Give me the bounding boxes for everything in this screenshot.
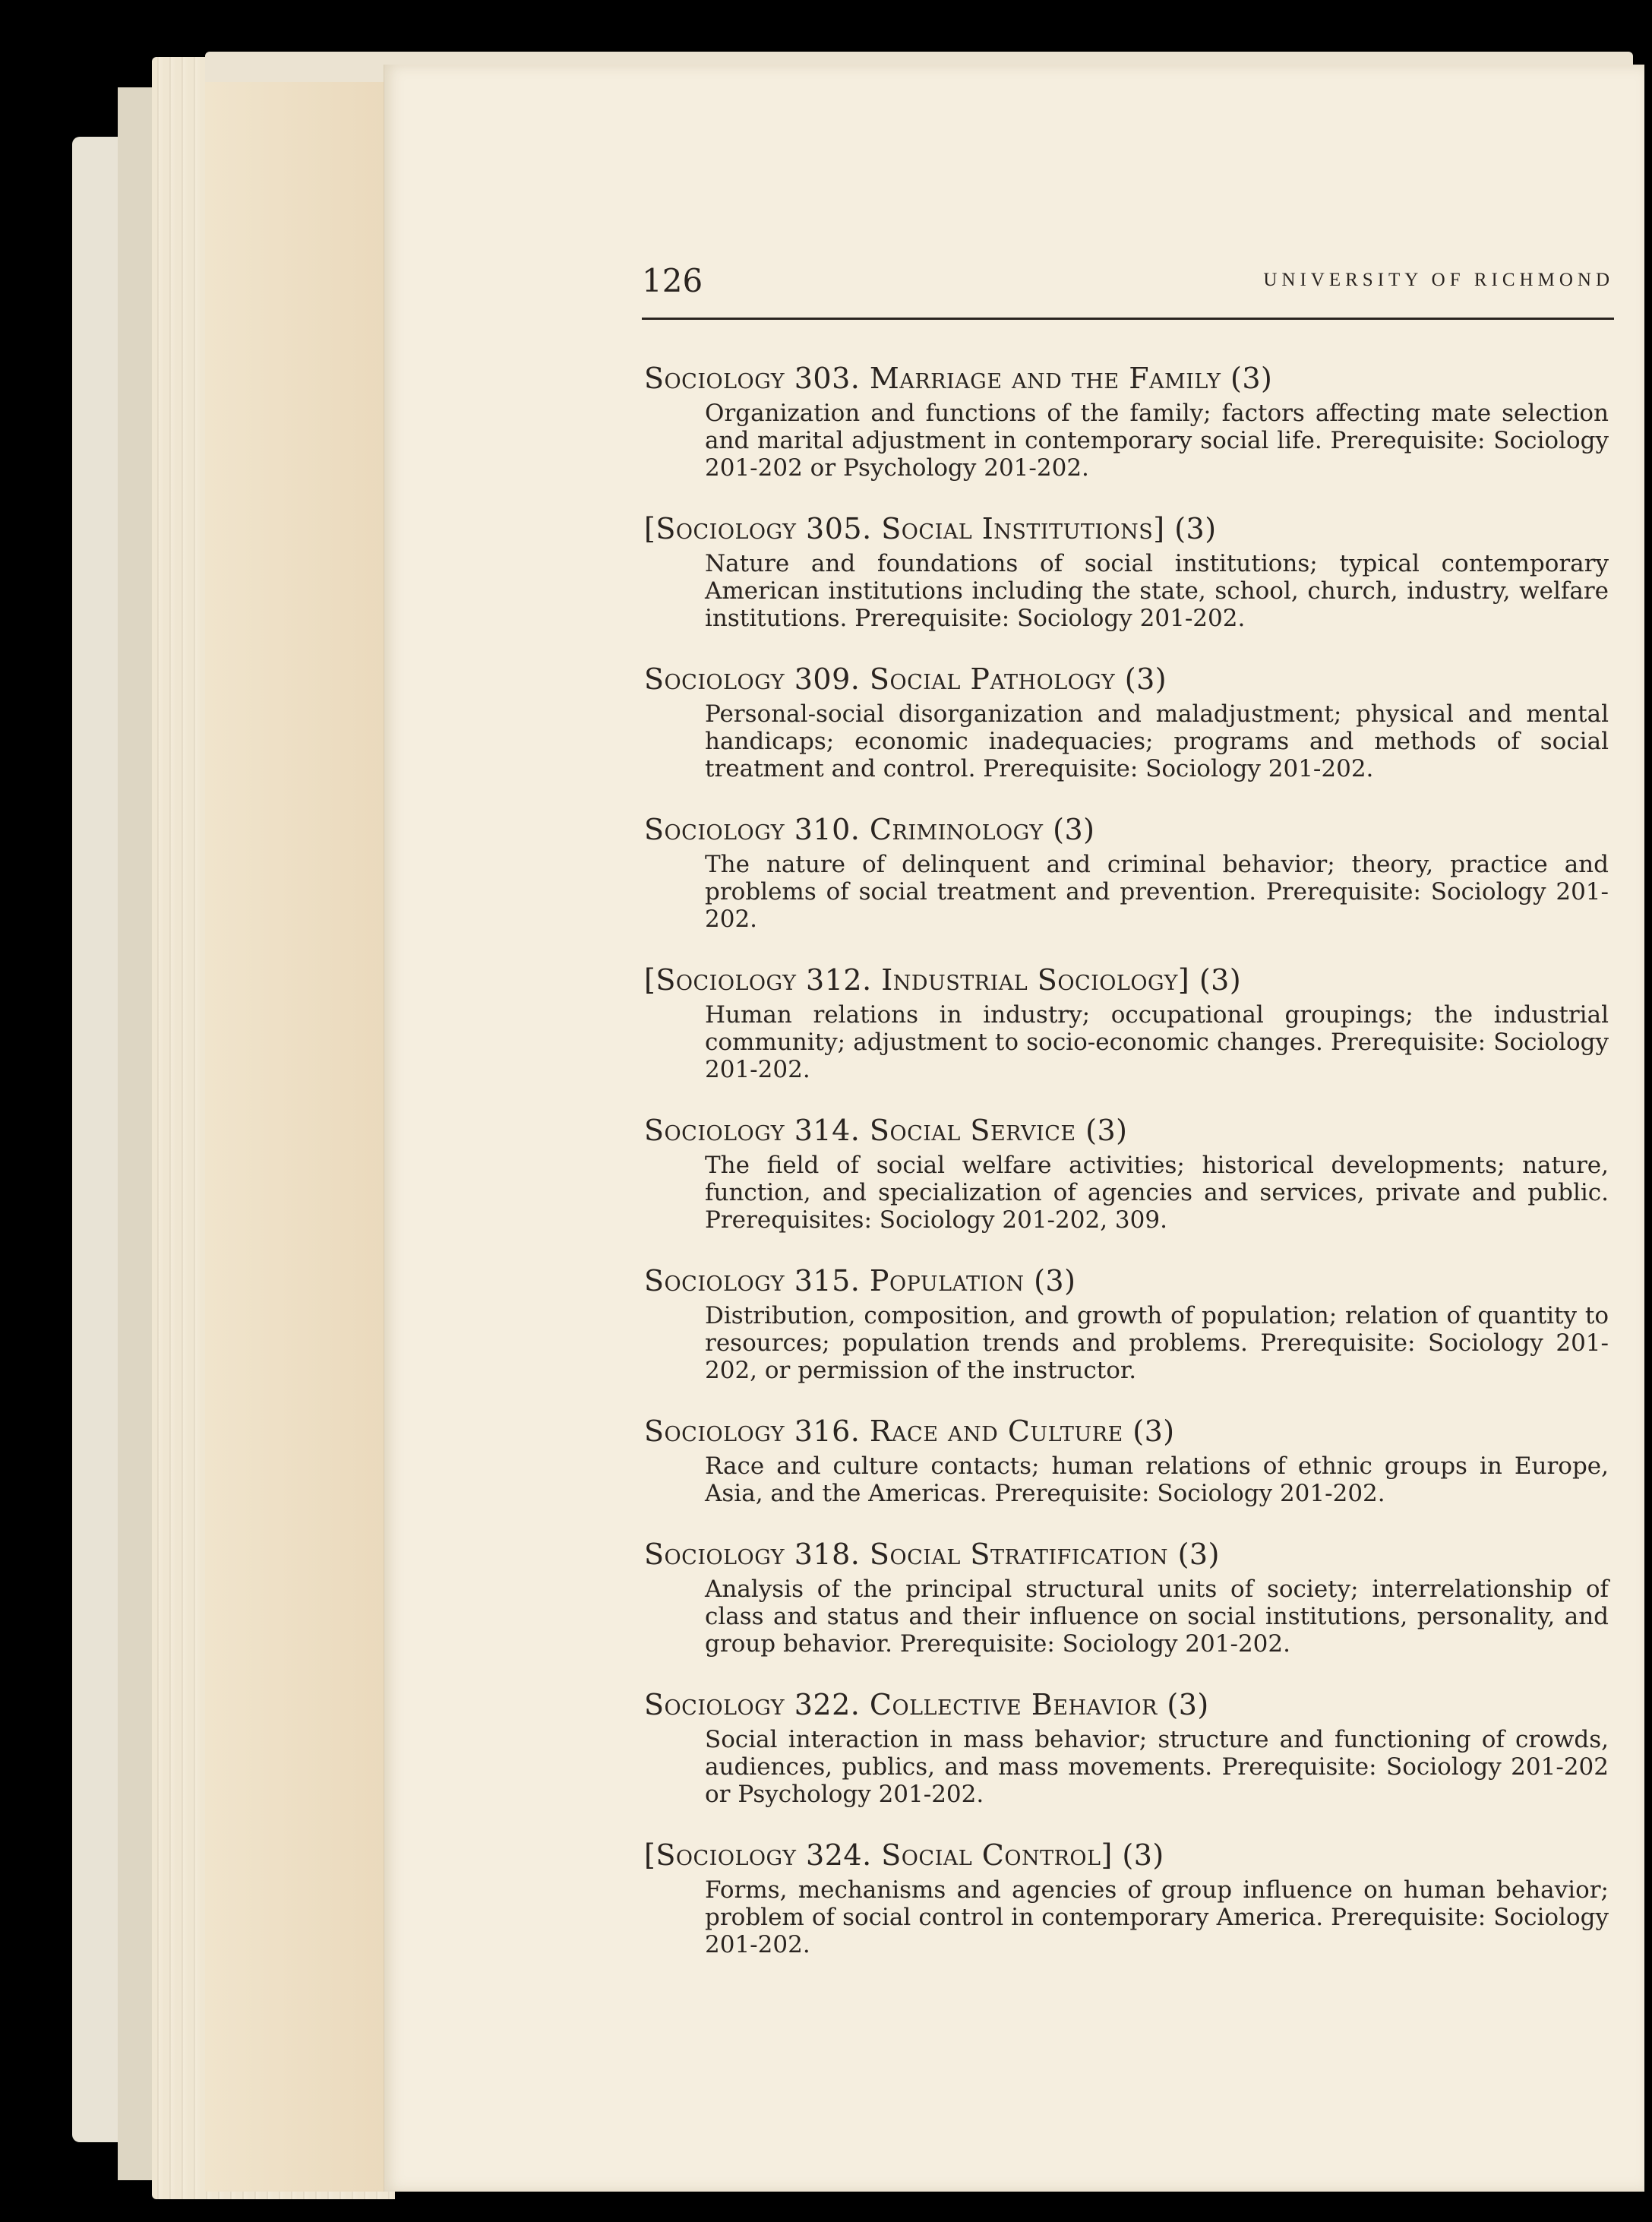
- course-number: 316.: [794, 1414, 861, 1448]
- bracket-open: [: [644, 512, 656, 545]
- course-name: Marriage and the Family: [869, 362, 1221, 395]
- course-entry: [644, 1260, 1609, 1384]
- course-name: Social Pathology: [869, 662, 1116, 696]
- course-title: [644, 808, 1609, 851]
- course-name: Collective Behavior: [869, 1688, 1158, 1721]
- course-entry: [644, 658, 1609, 782]
- course-credits: (3): [1177, 1538, 1220, 1571]
- course-name: Social Stratification: [869, 1538, 1169, 1571]
- course-number: 309.: [794, 662, 861, 696]
- course-dept: Sociology: [644, 662, 785, 696]
- course-entry: [644, 1533, 1609, 1658]
- course-description: The nature of delinquent and criminal behavior; theory, practice and problems of social treatment and prevention. Prerequisite: Sociology 201-202.: [705, 851, 1609, 933]
- page-number: 126: [642, 262, 703, 299]
- course-title: [644, 1410, 1609, 1452]
- course-title: [644, 357, 1609, 400]
- course-dept: Sociology: [644, 1688, 785, 1721]
- course-number: 318.: [794, 1538, 861, 1571]
- course-entry: [644, 1683, 1609, 1808]
- bracket-close: ]: [1177, 963, 1190, 997]
- course-number: 314.: [794, 1114, 861, 1147]
- course-title: [644, 1533, 1609, 1576]
- course-title: [644, 1260, 1609, 1302]
- course-number: 305.: [806, 512, 872, 545]
- course-dept: Sociology: [644, 1114, 785, 1147]
- running-head: UNIVERSITY OF RICHMOND: [1263, 270, 1614, 290]
- course-dept: Sociology: [655, 963, 797, 997]
- course-dept: Sociology: [644, 1264, 785, 1297]
- course-number: 324.: [806, 1838, 872, 1872]
- course-credits: (3): [1122, 1838, 1164, 1872]
- course-credits: (3): [1034, 1264, 1076, 1297]
- bracket-close: ]: [1101, 1838, 1113, 1872]
- course-title: [644, 1834, 1609, 1876]
- course-title: [644, 959, 1609, 1001]
- course-title: [644, 1683, 1609, 1726]
- course-credits: (3): [1199, 963, 1242, 997]
- course-entry: [644, 1410, 1609, 1507]
- course-number: 310.: [794, 813, 861, 846]
- course-list: [644, 357, 1609, 1958]
- course-entry: [644, 357, 1609, 482]
- course-credits: (3): [1132, 1414, 1175, 1448]
- course-number: 303.: [794, 362, 861, 395]
- bracket-open: [: [644, 963, 656, 997]
- course-entry: [644, 808, 1609, 933]
- course-name: Population: [869, 1264, 1025, 1297]
- course-description: Race and culture contacts; human relations of ethnic groups in Europe, Asia, and the Americas. Prerequisite: Sociology 201-202.: [705, 1452, 1609, 1507]
- bracket-open: [: [644, 1838, 656, 1872]
- course-entry: [644, 507, 1609, 632]
- course-name: Social Service: [869, 1114, 1076, 1147]
- course-credits: (3): [1167, 1688, 1209, 1721]
- course-credits: (3): [1124, 662, 1167, 696]
- course-credits: (3): [1085, 1114, 1128, 1147]
- course-name: Industrial Sociology: [881, 963, 1178, 997]
- course-description: Social interaction in mass behavior; structure and functioning of crowds, audiences, publics, and mass movements. Prerequisite: Sociology 201-202 or Psychology 201-202.: [705, 1726, 1609, 1808]
- course-number: 312.: [806, 963, 872, 997]
- course-entry: [644, 1834, 1609, 1958]
- course-dept: Sociology: [655, 1838, 797, 1872]
- course-dept: Sociology: [655, 512, 797, 545]
- course-description: Distribution, composition, and growth of population; relation of quantity to resources; population trends and problems. Prerequisite: Sociology 201-202, or permission of the instructor.: [705, 1302, 1609, 1384]
- page-edges-inner: [205, 65, 395, 2192]
- header-rule: [642, 318, 1614, 320]
- course-dept: Sociology: [644, 1414, 785, 1448]
- course-description: Personal-social disorganization and maladjustment; physical and mental handicaps; economic inadequacies; programs and methods of social treatment and control. Prerequisite: Sociology 201-202.: [705, 700, 1609, 782]
- course-description: Nature and foundations of social institutions; typical contemporary American institutions including the state, school, church, industry, welfare institutions. Prerequisite: Sociology 201-202.: [705, 550, 1609, 632]
- course-name: Social Institutions: [881, 512, 1154, 545]
- course-description: Analysis of the principal structural units of society; interrelationship of class and status and their influence on social institutions, personality, and group behavior. Prerequisite: Sociology 201-202.: [705, 1576, 1609, 1658]
- course-name: Criminology: [869, 813, 1044, 846]
- bracket-close: ]: [1153, 512, 1165, 545]
- course-credits: (3): [1230, 362, 1273, 395]
- page-header: [642, 262, 1614, 315]
- course-credits: (3): [1174, 512, 1217, 545]
- course-entry: [644, 1109, 1609, 1234]
- course-number: 315.: [794, 1264, 861, 1297]
- course-title: [644, 507, 1609, 550]
- course-dept: Sociology: [644, 813, 785, 846]
- course-title: [644, 1109, 1609, 1152]
- course-description: Forms, mechanisms and agencies of group influence on human behavior; problem of social control in contemporary America. Prerequisite: Sociology 201-202.: [705, 1876, 1609, 1958]
- course-name: Race and Culture: [869, 1414, 1123, 1448]
- course-description: Organization and functions of the family; factors affecting mate selection and marital adjustment in contemporary social life. Prerequisite: Sociology 201-202 or Psychology 201-202.: [705, 400, 1609, 482]
- course-name: Social Control: [881, 1838, 1101, 1872]
- course-dept: Sociology: [644, 362, 785, 395]
- course-entry: [644, 959, 1609, 1083]
- course-number: 322.: [794, 1688, 861, 1721]
- course-title: [644, 658, 1609, 700]
- course-description: The field of social welfare activities; historical developments; nature, function, and specialization of agencies and services, private and public. Prerequisites: Sociology 201-202, 309.: [705, 1152, 1609, 1234]
- course-dept: Sociology: [644, 1538, 785, 1571]
- course-credits: (3): [1053, 813, 1095, 846]
- course-description: Human relations in industry; occupational groupings; the industrial community; adjustment to socio-economic changes. Prerequisite: Sociology 201-202.: [705, 1001, 1609, 1083]
